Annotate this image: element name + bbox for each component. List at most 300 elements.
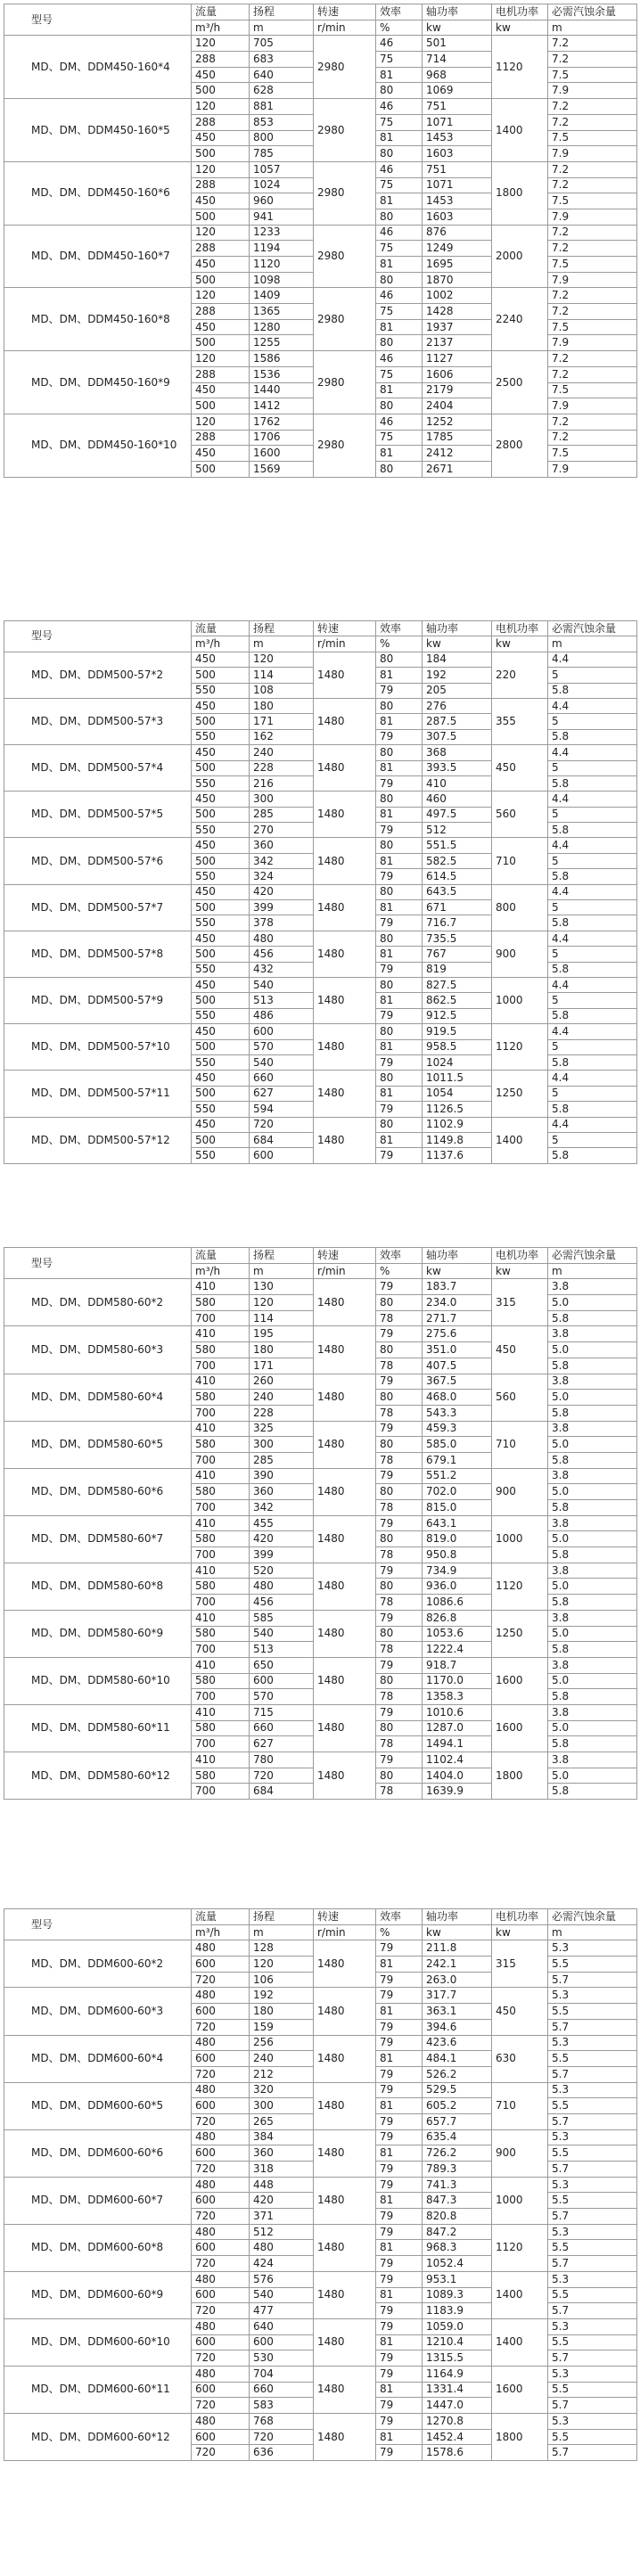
efficiency-cell: 75 xyxy=(376,52,423,68)
npsh-cell: 5.5 xyxy=(548,2098,637,2114)
npsh-cell: 5.0 xyxy=(548,1531,637,1547)
head-cell: 785 xyxy=(250,146,314,162)
header-eff-unit: % xyxy=(376,1924,423,1940)
head-cell: 114 xyxy=(250,668,314,683)
head-cell: 684 xyxy=(250,1784,314,1800)
flow-cell: 480 xyxy=(192,2177,250,2193)
head-cell: 576 xyxy=(250,2271,314,2287)
motor-power-cell: 220 xyxy=(492,652,548,698)
shaft-power-cell: 287.5 xyxy=(423,714,492,729)
shaft-power-cell: 234.0 xyxy=(423,1295,492,1311)
motor-power-cell: 560 xyxy=(492,1374,548,1421)
header-motor-unit: kw xyxy=(492,20,548,36)
head-cell: 342 xyxy=(250,1500,314,1516)
efficiency-cell: 80 xyxy=(376,1531,423,1547)
head-cell: 424 xyxy=(250,2256,314,2272)
head-cell: 420 xyxy=(250,2193,314,2209)
speed-cell: 1480 xyxy=(314,2366,376,2413)
shaft-power-cell: 407.5 xyxy=(423,1358,492,1374)
table-row xyxy=(4,838,637,853)
shaft-power-cell: 276 xyxy=(423,698,492,713)
shaft-power-cell: 351.0 xyxy=(423,1342,492,1358)
shaft-power-cell: 275.6 xyxy=(423,1326,492,1342)
shaft-power-cell: 1606 xyxy=(423,366,492,382)
motor-power-cell: 1000 xyxy=(492,2177,548,2224)
header-motor-unit: kw xyxy=(492,1263,548,1279)
npsh-cell: 3.8 xyxy=(548,1468,637,1484)
shaft-power-cell: 726.2 xyxy=(423,2145,492,2162)
npsh-cell: 5.5 xyxy=(548,2240,637,2256)
efficiency-cell: 81 xyxy=(376,668,423,683)
motor-power-cell: 2500 xyxy=(492,351,548,414)
motor-power-cell: 355 xyxy=(492,698,548,744)
shaft-power-cell: 1603 xyxy=(423,209,492,225)
npsh-cell: 4.4 xyxy=(548,792,637,807)
shaft-power-cell: 1937 xyxy=(423,319,492,335)
efficiency-cell: 81 xyxy=(376,2334,423,2350)
efficiency-cell: 81 xyxy=(376,993,423,1008)
npsh-cell: 5.8 xyxy=(548,1358,637,1374)
flow-cell: 410 xyxy=(192,1374,250,1390)
speed-cell: 1480 xyxy=(314,1374,376,1421)
speed-cell: 1480 xyxy=(314,2035,376,2082)
header-speed: 转速 xyxy=(314,621,376,636)
flow-cell: 480 xyxy=(192,2129,250,2145)
efficiency-cell: 78 xyxy=(376,1784,423,1800)
head-cell: 627 xyxy=(250,1736,314,1752)
shaft-power-cell: 1210.4 xyxy=(423,2334,492,2350)
npsh-cell: 5.0 xyxy=(548,1626,637,1642)
flow-cell: 288 xyxy=(192,366,250,382)
shaft-power-cell: 1639.9 xyxy=(423,1784,492,1800)
efficiency-cell: 81 xyxy=(376,807,423,822)
header-npsh: 必需汽蚀余量 xyxy=(548,621,637,636)
efficiency-cell: 79 xyxy=(376,1940,423,1957)
flow-cell: 720 xyxy=(192,2350,250,2367)
shaft-power-cell: 1002 xyxy=(423,288,492,304)
flow-cell: 580 xyxy=(192,1390,250,1406)
header-eff-unit: % xyxy=(376,1263,423,1279)
efficiency-cell: 80 xyxy=(376,792,423,807)
npsh-cell: 5.0 xyxy=(548,1295,637,1311)
table-row xyxy=(4,2271,637,2287)
flow-cell: 410 xyxy=(192,1704,250,1720)
npsh-cell: 5.5 xyxy=(548,2334,637,2350)
flow-cell: 600 xyxy=(192,2145,250,2162)
motor-power-cell: 1600 xyxy=(492,1657,548,1704)
shaft-power-cell: 735.5 xyxy=(423,931,492,946)
efficiency-cell: 75 xyxy=(376,177,423,193)
head-cell: 480 xyxy=(250,931,314,946)
flow-cell: 410 xyxy=(192,1468,250,1484)
model-cell: MD、DM、DDM500-57*5 xyxy=(4,792,192,838)
motor-power-cell: 1400 xyxy=(492,2318,548,2366)
shaft-power-cell: 1603 xyxy=(423,146,492,162)
shaft-power-cell: 1126.5 xyxy=(423,1102,492,1117)
table-row xyxy=(4,1988,637,2004)
shaft-power-cell: 529.5 xyxy=(423,2082,492,2098)
npsh-cell: 7.9 xyxy=(548,335,637,351)
shaft-power-cell: 393.5 xyxy=(423,760,492,775)
head-cell: 480 xyxy=(250,2240,314,2256)
table-row xyxy=(4,1515,637,1531)
efficiency-cell: 81 xyxy=(376,1132,423,1147)
shaft-power-cell: 394.6 xyxy=(423,2019,492,2035)
model-cell: MD、DM、DDM500-57*10 xyxy=(4,1024,192,1071)
header-npsh-unit: m xyxy=(548,1263,637,1279)
efficiency-cell: 80 xyxy=(376,1768,423,1784)
efficiency-cell: 81 xyxy=(376,2287,423,2303)
speed-cell: 1480 xyxy=(314,1940,376,1988)
header-flow-unit: m³/h xyxy=(192,1263,250,1279)
motor-power-cell: 900 xyxy=(492,1468,548,1515)
efficiency-cell: 75 xyxy=(376,304,423,320)
head-cell: 640 xyxy=(250,2318,314,2334)
efficiency-cell: 79 xyxy=(376,1752,423,1768)
shaft-power-cell: 2671 xyxy=(423,461,492,477)
npsh-cell: 5.8 xyxy=(548,823,637,838)
head-cell: 360 xyxy=(250,838,314,853)
flow-cell: 720 xyxy=(192,2398,250,2414)
head-cell: 583 xyxy=(250,2398,314,2414)
efficiency-cell: 80 xyxy=(376,1024,423,1039)
shaft-power-cell: 702.0 xyxy=(423,1484,492,1500)
npsh-cell: 5 xyxy=(548,760,637,775)
shaft-power-cell: 1137.6 xyxy=(423,1148,492,1163)
flow-cell: 700 xyxy=(192,1595,250,1611)
efficiency-cell: 79 xyxy=(376,2271,423,2287)
head-cell: 513 xyxy=(250,993,314,1008)
head-cell: 265 xyxy=(250,2113,314,2129)
flow-cell: 580 xyxy=(192,1579,250,1595)
flow-cell: 580 xyxy=(192,1720,250,1736)
npsh-cell: 5.3 xyxy=(548,2224,637,2240)
flow-cell: 450 xyxy=(192,931,250,946)
flow-cell: 600 xyxy=(192,2240,250,2256)
efficiency-cell: 80 xyxy=(376,1626,423,1642)
header-head-unit: m xyxy=(250,1263,314,1279)
header-row xyxy=(4,4,637,21)
head-cell: 1057 xyxy=(250,161,314,177)
npsh-cell: 5 xyxy=(548,900,637,915)
shaft-power-cell: 2137 xyxy=(423,335,492,351)
shaft-power-cell: 368 xyxy=(423,745,492,760)
header-row xyxy=(4,621,637,636)
shaft-power-cell: 551.5 xyxy=(423,838,492,853)
flow-cell: 450 xyxy=(192,130,250,146)
head-cell: 360 xyxy=(250,1484,314,1500)
speed-cell: 1480 xyxy=(314,838,376,884)
flow-cell: 450 xyxy=(192,446,250,462)
efficiency-cell: 79 xyxy=(376,1468,423,1484)
npsh-cell: 5.8 xyxy=(548,1008,637,1023)
efficiency-cell: 46 xyxy=(376,225,423,241)
head-cell: 1255 xyxy=(250,335,314,351)
efficiency-cell: 81 xyxy=(376,1039,423,1054)
flow-cell: 700 xyxy=(192,1405,250,1421)
efficiency-cell: 81 xyxy=(376,130,423,146)
shaft-power-cell: 484.1 xyxy=(423,2051,492,2067)
efficiency-cell: 80 xyxy=(376,146,423,162)
shaft-power-cell: 1315.5 xyxy=(423,2350,492,2367)
flow-cell: 600 xyxy=(192,2051,250,2067)
header-flow-unit: m³/h xyxy=(192,636,250,652)
shaft-power-cell: 1578.6 xyxy=(423,2445,492,2461)
model-cell: MD、DM、DDM450-160*4 xyxy=(4,36,192,99)
npsh-cell: 7.5 xyxy=(548,446,637,462)
shaft-power-cell: 317.7 xyxy=(423,1988,492,2004)
shaft-power-cell: 679.1 xyxy=(423,1452,492,1468)
flow-cell: 450 xyxy=(192,792,250,807)
head-cell: 216 xyxy=(250,775,314,791)
shaft-power-cell: 643.5 xyxy=(423,884,492,899)
efficiency-cell: 79 xyxy=(376,1657,423,1673)
efficiency-cell: 75 xyxy=(376,241,423,257)
head-cell: 240 xyxy=(250,1390,314,1406)
flow-cell: 120 xyxy=(192,99,250,115)
npsh-cell: 5.0 xyxy=(548,1673,637,1689)
npsh-cell: 7.5 xyxy=(548,382,637,398)
header-speed-unit: r/min xyxy=(314,20,376,36)
header-model: 型号 xyxy=(4,1909,192,1940)
motor-power-cell: 2000 xyxy=(492,225,548,288)
flow-cell: 700 xyxy=(192,1642,250,1658)
table-row xyxy=(4,698,637,713)
table-row xyxy=(4,1071,637,1086)
flow-cell: 500 xyxy=(192,714,250,729)
flow-cell: 500 xyxy=(192,807,250,822)
spec-table xyxy=(4,1247,637,1800)
table-row xyxy=(4,1940,637,1957)
flow-cell: 450 xyxy=(192,382,250,398)
head-cell: 1409 xyxy=(250,288,314,304)
npsh-cell: 5.7 xyxy=(548,2066,637,2082)
head-cell: 240 xyxy=(250,2051,314,2067)
header-shaft: 轴功率 xyxy=(423,1248,492,1264)
head-cell: 1120 xyxy=(250,257,314,273)
efficiency-cell: 78 xyxy=(376,1595,423,1611)
table-row xyxy=(4,1279,637,1295)
header-npsh-unit: m xyxy=(548,636,637,652)
efficiency-cell: 80 xyxy=(376,1437,423,1453)
flow-cell: 450 xyxy=(192,652,250,667)
header-speed: 转速 xyxy=(314,1909,376,1925)
npsh-cell: 5 xyxy=(548,807,637,822)
npsh-cell: 7.2 xyxy=(548,177,637,193)
head-cell: 420 xyxy=(250,1531,314,1547)
model-cell: MD、DM、DDM600-60*7 xyxy=(4,2177,192,2224)
motor-power-cell: 1400 xyxy=(492,1117,548,1163)
npsh-cell: 5.5 xyxy=(548,2287,637,2303)
npsh-cell: 5.8 xyxy=(548,1689,637,1705)
efficiency-cell: 80 xyxy=(376,398,423,414)
header-model: 型号 xyxy=(4,4,192,36)
flow-cell: 720 xyxy=(192,2162,250,2178)
shaft-power-cell: 918.7 xyxy=(423,1657,492,1673)
npsh-cell: 5.8 xyxy=(548,1102,637,1117)
model-cell: MD、DM、DDM600-60*2 xyxy=(4,1940,192,1988)
head-cell: 1233 xyxy=(250,225,314,241)
table-row xyxy=(4,1024,637,1039)
speed-cell: 1480 xyxy=(314,931,376,977)
head-cell: 180 xyxy=(250,2004,314,2020)
shaft-power-cell: 1127 xyxy=(423,351,492,367)
pump-table-450-160 xyxy=(4,4,637,478)
head-cell: 360 xyxy=(250,2145,314,2162)
efficiency-cell: 78 xyxy=(376,1500,423,1516)
efficiency-cell: 79 xyxy=(376,2019,423,2035)
head-cell: 720 xyxy=(250,2429,314,2445)
flow-cell: 700 xyxy=(192,1547,250,1563)
efficiency-cell: 79 xyxy=(376,962,423,977)
header-head-unit: m xyxy=(250,1924,314,1940)
flow-cell: 600 xyxy=(192,2429,250,2445)
shaft-power-cell: 184 xyxy=(423,652,492,667)
speed-cell: 2980 xyxy=(314,225,376,288)
flow-cell: 580 xyxy=(192,1484,250,1500)
npsh-cell: 7.5 xyxy=(548,67,637,83)
npsh-cell: 5.7 xyxy=(548,2303,637,2319)
speed-cell: 2980 xyxy=(314,351,376,414)
header-motor: 电机功率 xyxy=(492,4,548,21)
shaft-power-cell: 819.0 xyxy=(423,1531,492,1547)
head-cell: 120 xyxy=(250,1295,314,1311)
flow-cell: 720 xyxy=(192,2256,250,2272)
head-cell: 720 xyxy=(250,1117,314,1132)
model-cell: MD、DM、DDM580-60*4 xyxy=(4,1374,192,1421)
npsh-cell: 7.2 xyxy=(548,288,637,304)
flow-cell: 600 xyxy=(192,2382,250,2398)
flow-cell: 410 xyxy=(192,1610,250,1626)
shaft-power-cell: 827.5 xyxy=(423,977,492,992)
flow-cell: 500 xyxy=(192,83,250,99)
efficiency-cell: 79 xyxy=(376,869,423,884)
shaft-power-cell: 734.9 xyxy=(423,1563,492,1579)
motor-power-cell: 1250 xyxy=(492,1610,548,1657)
efficiency-cell: 80 xyxy=(376,698,423,713)
shaft-power-cell: 2412 xyxy=(423,446,492,462)
shaft-power-cell: 1164.9 xyxy=(423,2366,492,2382)
shaft-power-cell: 423.6 xyxy=(423,2035,492,2051)
flow-cell: 550 xyxy=(192,1148,250,1163)
flow-cell: 580 xyxy=(192,1768,250,1784)
flow-cell: 480 xyxy=(192,2414,250,2430)
table-row xyxy=(4,1563,637,1579)
efficiency-cell: 46 xyxy=(376,288,423,304)
head-cell: 720 xyxy=(250,1768,314,1784)
npsh-cell: 7.2 xyxy=(548,52,637,68)
efficiency-cell: 79 xyxy=(376,1421,423,1437)
head-cell: 212 xyxy=(250,2066,314,2082)
head-cell: 180 xyxy=(250,698,314,713)
table-row xyxy=(4,36,637,52)
table-row xyxy=(4,2414,637,2430)
speed-cell: 1480 xyxy=(314,2414,376,2461)
efficiency-cell: 81 xyxy=(376,2429,423,2445)
npsh-cell: 3.8 xyxy=(548,1515,637,1531)
npsh-cell: 5.5 xyxy=(548,2004,637,2020)
head-cell: 640 xyxy=(250,67,314,83)
efficiency-cell: 81 xyxy=(376,1957,423,1973)
head-cell: 240 xyxy=(250,745,314,760)
motor-power-cell: 900 xyxy=(492,931,548,977)
table-row xyxy=(4,1421,637,1437)
head-cell: 1280 xyxy=(250,319,314,335)
efficiency-cell: 78 xyxy=(376,1310,423,1326)
npsh-cell: 5.8 xyxy=(548,729,637,744)
efficiency-cell: 79 xyxy=(376,2445,423,2461)
head-cell: 585 xyxy=(250,1610,314,1626)
flow-cell: 580 xyxy=(192,1626,250,1642)
npsh-cell: 5.7 xyxy=(548,2256,637,2272)
flow-cell: 600 xyxy=(192,2193,250,2209)
npsh-cell: 5.8 xyxy=(548,1452,637,1468)
model-cell: MD、DM、DDM500-57*12 xyxy=(4,1117,192,1163)
table-row xyxy=(4,1468,637,1484)
head-cell: 530 xyxy=(250,2350,314,2367)
head-cell: 130 xyxy=(250,1279,314,1295)
flow-cell: 500 xyxy=(192,900,250,915)
head-cell: 378 xyxy=(250,915,314,931)
npsh-cell: 5 xyxy=(548,714,637,729)
head-cell: 1098 xyxy=(250,272,314,288)
table-row xyxy=(4,351,637,367)
flow-cell: 550 xyxy=(192,1102,250,1117)
efficiency-cell: 79 xyxy=(376,2129,423,2145)
efficiency-cell: 80 xyxy=(376,745,423,760)
header-eff-unit: % xyxy=(376,636,423,652)
flow-cell: 500 xyxy=(192,760,250,775)
speed-cell: 1480 xyxy=(314,1657,376,1704)
npsh-cell: 5.8 xyxy=(548,1500,637,1516)
shaft-power-cell: 1071 xyxy=(423,114,492,130)
flow-cell: 700 xyxy=(192,1358,250,1374)
flow-cell: 120 xyxy=(192,161,250,177)
header-row xyxy=(4,1909,637,1925)
efficiency-cell: 80 xyxy=(376,83,423,99)
shaft-power-cell: 1358.3 xyxy=(423,1689,492,1705)
efficiency-cell: 81 xyxy=(376,714,423,729)
flow-cell: 720 xyxy=(192,1972,250,1988)
pump-table-500-57 xyxy=(4,620,637,1164)
speed-cell: 1480 xyxy=(314,2082,376,2129)
header-npsh: 必需汽蚀余量 xyxy=(548,1909,637,1925)
flow-cell: 550 xyxy=(192,683,250,698)
npsh-cell: 3.8 xyxy=(548,1704,637,1720)
header-eff-unit: % xyxy=(376,20,423,36)
flow-cell: 720 xyxy=(192,2445,250,2461)
header-eff: 效率 xyxy=(376,1248,423,1264)
flow-cell: 600 xyxy=(192,2334,250,2350)
shaft-power-cell: 1024 xyxy=(423,1054,492,1070)
npsh-cell: 5.7 xyxy=(548,2019,637,2035)
flow-cell: 450 xyxy=(192,1024,250,1039)
speed-cell: 2980 xyxy=(314,36,376,99)
npsh-cell: 3.8 xyxy=(548,1610,637,1626)
table-row xyxy=(4,414,637,430)
head-cell: 881 xyxy=(250,99,314,115)
flow-cell: 700 xyxy=(192,1452,250,1468)
model-cell: MD、DM、DDM580-60*6 xyxy=(4,1468,192,1515)
npsh-cell: 5.7 xyxy=(548,2350,637,2367)
shaft-power-cell: 1428 xyxy=(423,304,492,320)
shaft-power-cell: 1222.4 xyxy=(423,1642,492,1658)
shaft-power-cell: 497.5 xyxy=(423,807,492,822)
motor-power-cell: 1000 xyxy=(492,977,548,1023)
efficiency-cell: 79 xyxy=(376,1610,423,1626)
head-cell: 683 xyxy=(250,52,314,68)
efficiency-cell: 79 xyxy=(376,1972,423,1988)
